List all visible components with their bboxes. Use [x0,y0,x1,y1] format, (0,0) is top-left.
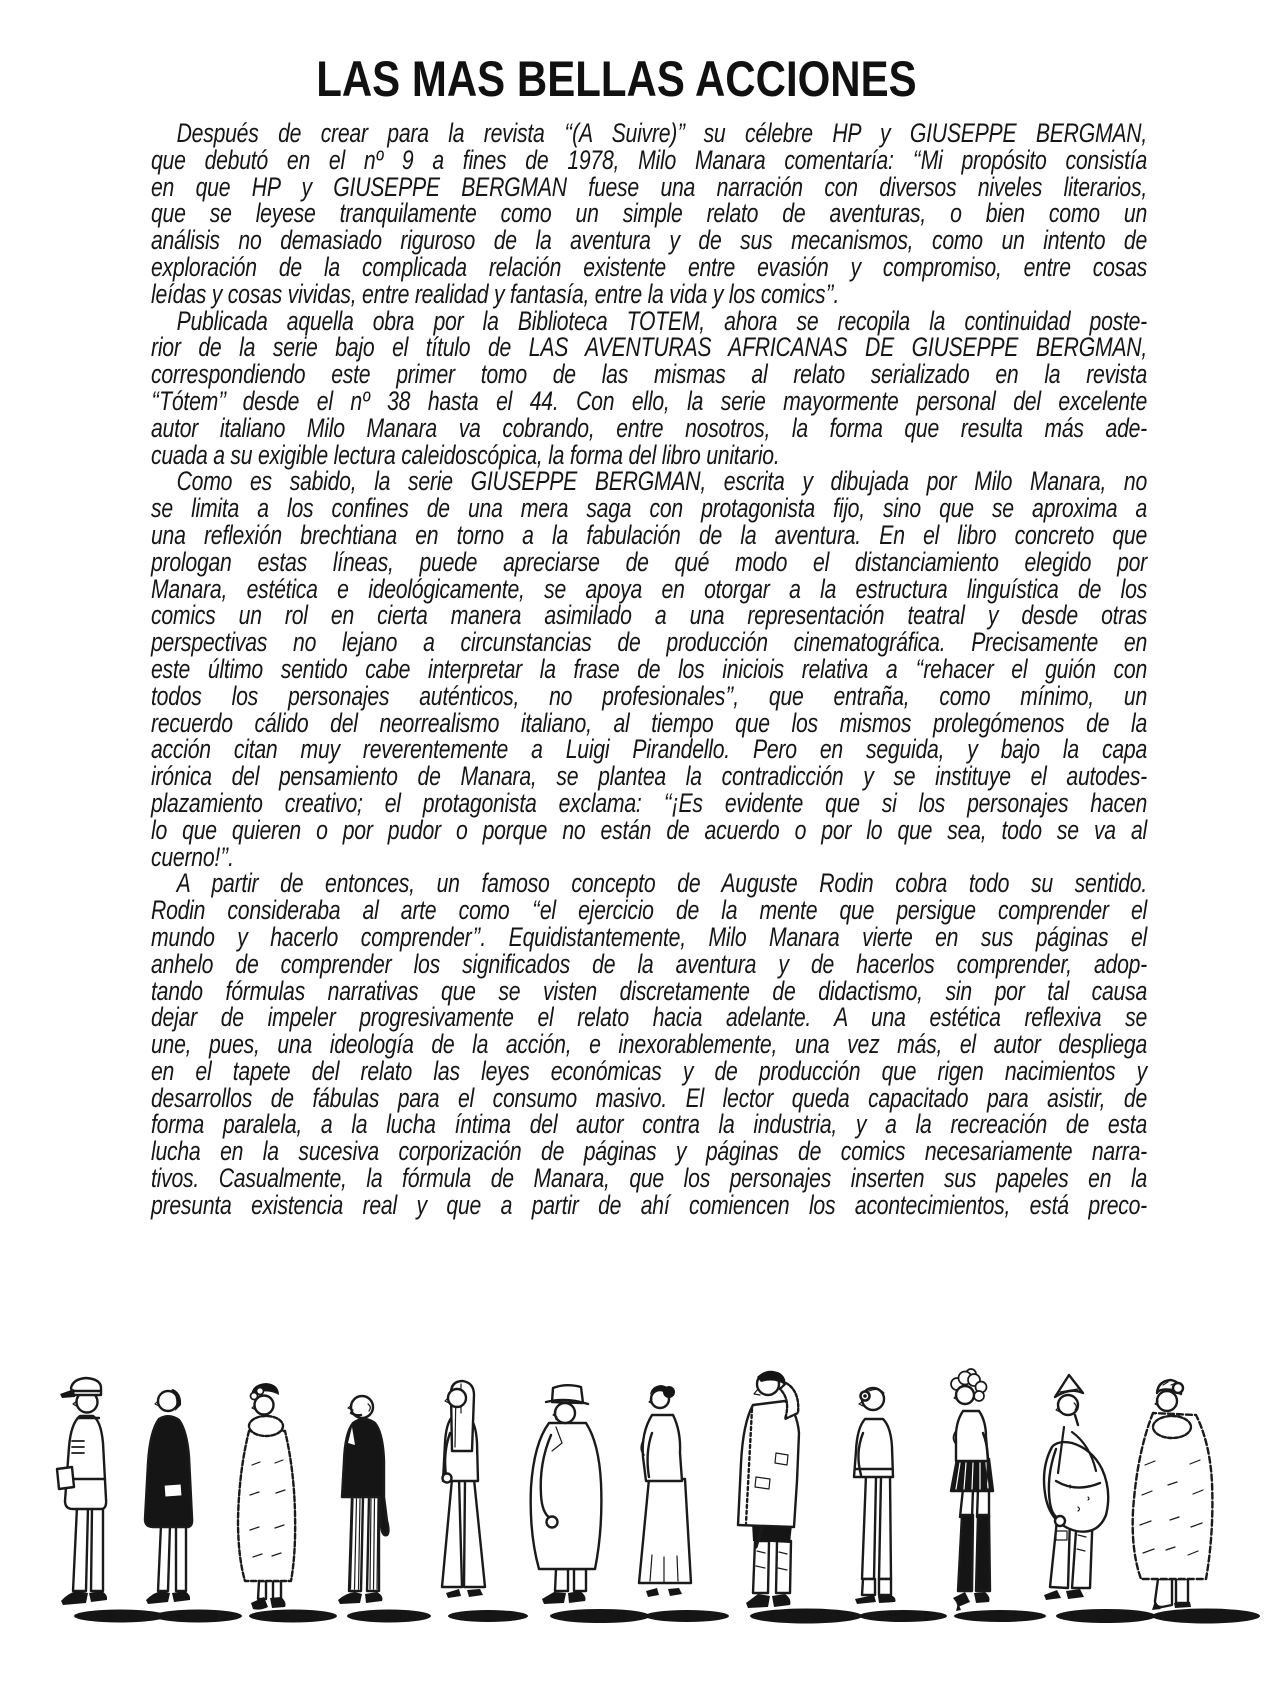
text-line: que debutó en el nº 9 a fines de 1978, Milo Manara comentaría: ‘‘Mi propósito consistía [151,144,1147,175]
text-line: forma paralela, a la lucha íntima del autor contra la industria, y a la recreación de esta [151,1109,1147,1140]
text-line: este último sentido cabe interpretar la frase de los iniciois relativa a ‘‘rehacer el guión con [151,653,1147,684]
text-line: acción citan muy reverentemente a Luigi Pirandello. Pero en seguida, y bajo la capa [151,734,1147,765]
queue-illustration [0,1285,1280,1665]
text-line: Después de crear para la revista ‘‘(A Suivre)’’ su célebre HP y GIUSEPPE BERGMAN, [176,118,1148,148]
text-line: anhelo de comprender los significados de la aventura y de hacerlos comprender, adop- [151,948,1147,979]
text-line: recuerdo cálido del neorrealismo italiano, al tiempo que los mismos prolegómenos de la [151,707,1147,738]
text-line: en el tapete del relato las leyes económicas y de producción que rigen nacimientos y [151,1055,1147,1086]
text-line: que se leyese tranquilamente como un simple relato de aventuras, o bien como un [151,198,1147,229]
text-line: ‘‘Tótem’’ desde el nº 38 hasta el 44. Con ello, la serie mayormente personal del excelente [151,385,1147,416]
text-line: cuerno!’’. [151,841,234,872]
text-line: lo que quieren o por pudor o porque no están de acuerdo o por lo que sea, todo se va al [151,814,1147,845]
article-text [151,120,1147,1219]
figure-miniskirt-woman [951,1369,993,1611]
text-line: en que HP y GIUSEPPE BERGMAN fuese una narración con diversos niveles literarios, [151,171,1147,202]
text-line: Rodin consideraba al arte como ‘‘el ejercicio de la mente que persigue comprender el [151,895,1147,926]
text-line: plazamiento creativo; el protagonista exclama: ‘‘¡Es evidente que si los personajes hacen [151,787,1147,818]
text-line: perspectivas no lejano a circunstancias de producción cinematográfica. Precisamente en [151,627,1147,658]
text-line: irónica del pensamiento de Manara, se plantea la contradicción y se instituye el autodes- [151,761,1147,792]
figure-butler-tailcoat [338,1396,389,1604]
text-line: presunta existencia real y que a partir de ahí comiencen los acontecimientos, está preco- [151,1189,1147,1220]
text-line: comics un rol en cierta manera asimilado a una representación teatral y desde otras [151,600,1147,631]
text-line: autor italiano Milo Manara va cobrando, entre nosotros, la forma que resulta más ade- [151,412,1147,443]
text-line: análisis no demasiado riguroso de la aventura y de sus mecanismos, como un intento de [151,225,1147,256]
figure-potbelly-man [1044,1375,1108,1600]
text-line: correspondiendo este primer tomo de las mismas al relato serializado en la revista [151,359,1147,390]
figure-heavyset-woman [639,1385,691,1597]
figure-long-haired-girl [442,1381,485,1598]
text-line: todos los personajes auténticos, no profesionales’’, que entraña, como mínimo, un [151,680,1147,711]
figure-frock-coat-man [145,1389,192,1604]
text-line: Como es sabido, la serie GIUSEPPE BERGMAN, escrita y dibujada por Milo Manara, no [176,466,1148,497]
figure-shadows [74,1609,1260,1624]
text-line: desarrollos de fábulas para el consumo masivo. El lector queda capacitado para asistir, de [151,1082,1147,1113]
page-title [0,50,1232,108]
text-line: se limita a los confines de una mera saga con protagonista fijo, sino que se aproxima a [151,493,1147,524]
text-line: une, pues, una ideología de la acción, e inexorablemente, una vez más, el autor despliega [151,1029,1147,1060]
text-line: tivos. Casualmente, la fórmula de Manara, que los personajes inserten sus papeles en la [151,1163,1147,1194]
figure-goggle-mask-man [854,1388,896,1604]
text-line: una reflexión brechtiana en torno a la fabulación de la aventura. En el libro concreto que [151,519,1147,550]
page-title-text: LAS MAS BELLAS ACCIONES [315,51,917,107]
figure-fur-coat-lady [238,1383,295,1610]
figure-shaggy-fur-woman [1133,1380,1213,1610]
text-line: exploración de la complicada relación existente entre evasión y compromiso, entre cosas [151,251,1147,282]
text-line: lucha en la sucesiva corporización de páginas y páginas de comics necesariamente narra- [151,1136,1147,1167]
figure-parka-man [738,1371,799,1608]
text-line: Publicada aquella obra por la Biblioteca TOTEM, ahora se recopila la continuidad poste- [176,305,1148,336]
text-line: leídas y cosas vividas, entre realidad y fantasía, entre la vida y los comics’’. [151,278,840,309]
figure-military-officer [57,1378,107,1605]
figure-stout-man-overcoat [531,1385,602,1604]
text-line: mundo y hacerlo comprender’’. Equidistantemente, Milo Manara vierte en sus páginas el [151,921,1147,952]
text-line: A partir de entonces, un famoso concepto de Auguste Rodin cobra todo su sentido. [176,868,1148,899]
text-line: dejar de impeler progresivamente el relato hacia adelante. A una estética reflexiva se [151,1002,1147,1033]
text-line: tando fórmulas narrativas que se visten discretamente de didactismo, sin por tal causa [151,975,1147,1006]
text-line: rior de la serie bajo el título de LAS AVENTURAS AFRICANAS DE GIUSEPPE BERGMAN, [151,332,1147,363]
text-line: cuada a su exigible lectura caleidoscópica, la forma del libro unitario. [151,439,780,470]
text-line: prologan estas líneas, puede apreciarse de qué modo el distanciamiento elegido por [151,546,1147,577]
text-line: Manara, estética e ideológicamente, se apoya en otorgar a la estructura linguística de los [151,573,1147,604]
